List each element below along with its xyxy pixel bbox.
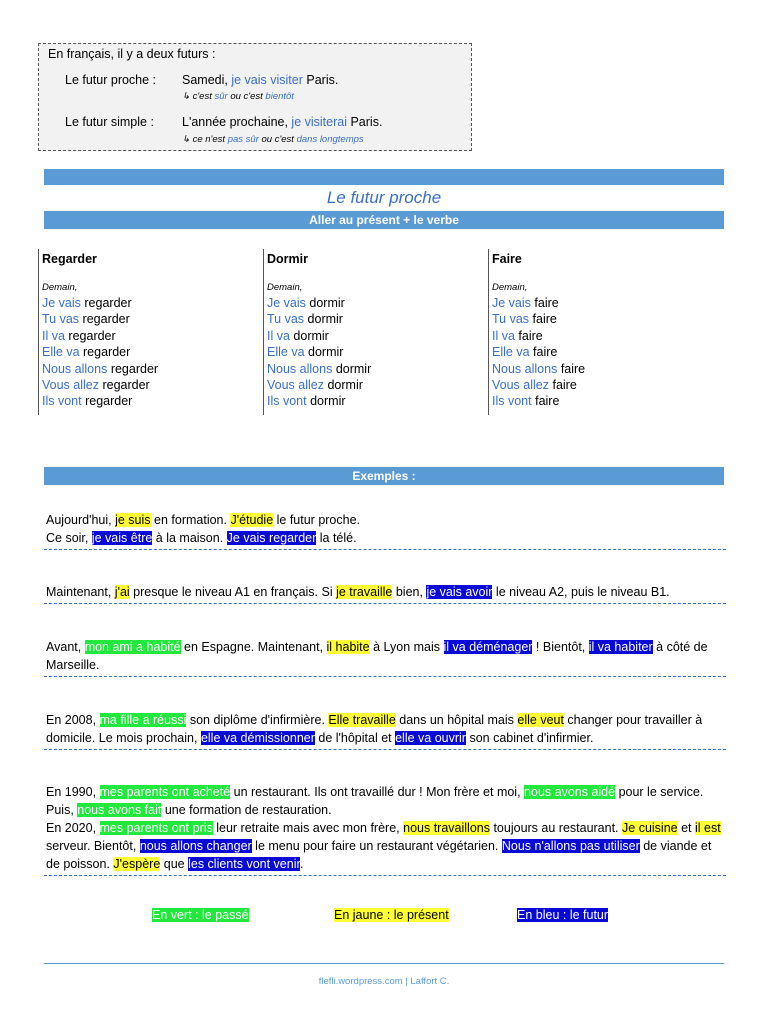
intro-box [38, 43, 472, 151]
conjugation-column-dormir [263, 249, 473, 415]
futur-proche-label: Le futur proche : [65, 73, 157, 87]
verb-heading: Dormir [267, 252, 308, 266]
conjugation-line: Tu vas dormir [267, 312, 343, 327]
conjugation-line: Ils vont faire [492, 394, 560, 409]
futur-proche-example: Samedi, je vais visiter Paris. [182, 73, 339, 87]
conjugation-line: Vous allez regarder [42, 377, 150, 392]
conjugation-line: Vous allez dormir [267, 377, 363, 392]
conjugation-line: Ils vont regarder [42, 394, 133, 409]
title-bar-top [44, 169, 724, 185]
conjugation-line: Nous allons regarder [42, 361, 159, 376]
legend-yellow: En jaune : le présent [334, 908, 449, 922]
conjugation-line: Il va regarder [42, 328, 116, 343]
footer-credit: flefli.wordpress.com | Laffort C. [318, 976, 450, 987]
example-5: En 1990, mes parents ont acheté un restaurant. Ils ont travaillé dur ! Mon frère et moi, nous avons aidé pour le service. Puis, nous avons fait une formation de restauration. En 2020, mes parents ont pris leur retraite mais avec mon frère, nous travaillons toujours au restaurant. Je cuisine et il est serveur. Bientôt, nous allons changer le menu pour faire un restaurant végétarien. Nous n'allons pas utiliser de viande et de poisson. J'espère que les clients vont venir. [44, 783, 726, 876]
conjugation-line: Tu vas regarder [42, 312, 130, 327]
conjugation-line: Il va faire [492, 328, 543, 343]
conjugation-column-faire [488, 249, 698, 415]
demain-label: Demain, [492, 282, 528, 293]
conjugation-line: Vous allez faire [492, 377, 577, 392]
conjugation-line: Je vais faire [492, 296, 559, 310]
demain-label: Demain, [267, 282, 303, 293]
conjugation-line: Je vais regarder [42, 296, 132, 310]
rule-bar: Aller au présent + le verbe [44, 211, 724, 229]
conjugation-line: Elle va regarder [42, 345, 131, 360]
conjugation-column-regarder [38, 249, 248, 415]
legend-blue: En bleu : le futur [517, 908, 609, 922]
intro-heading: En français, il y a deux futurs : [48, 47, 216, 61]
verb-heading: Faire [492, 252, 522, 266]
conjugation-line: Il va dormir [267, 328, 329, 343]
conjugation-line: Elle va faire [492, 345, 558, 360]
example-4: En 2008, ma fille a réussi son diplôme d'infirmière. Elle travaille dans un hôpital mais elle veut changer pour travailler à domicile. Le mois prochain, elle va démissionner de l'hôpital et elle va ouvrir son cabinet d'infirmier. [44, 711, 726, 750]
futur-simple-example: L'année prochaine, je visiterai Paris. [182, 115, 383, 129]
conjugation-line: Elle va dormir [267, 345, 344, 360]
example-3: Avant, mon ami a habité en Espagne. Maintenant, il habite à Lyon mais il va déménager ! Bientôt, il va habiter à côté de Marseille. [44, 638, 726, 677]
example-2: Maintenant, j'ai presque le niveau A1 en français. Si je travaille bien, je vais avoir le niveau A2, puis le niveau B1. [44, 583, 726, 604]
conjugation-line: Je vais dormir [267, 296, 345, 310]
futur-proche-note: ↳ c'est sûr ou c'est bientôt [182, 91, 294, 102]
futur-simple-note: ↳ ce n'est pas sûr ou c'est dans longtemps [182, 134, 364, 145]
conjugation-line: Tu vas faire [492, 312, 557, 327]
example-1: Aujourd'hui, je suis en formation. J'étudie le futur proche. Ce soir, je vais être à la maison. Je vais regarder la télé. [44, 511, 726, 550]
verb-heading: Regarder [42, 252, 97, 266]
footer-divider [44, 963, 724, 964]
conjugation-line: Nous allons faire [492, 361, 586, 376]
conjugation-line: Ils vont dormir [267, 394, 346, 409]
examples-header-bar: Exemples : [44, 467, 724, 485]
demain-label: Demain, [42, 282, 78, 293]
conjugation-line: Nous allons dormir [267, 361, 372, 376]
page-title: Le futur proche [326, 188, 442, 207]
legend-green: En vert : le passé [152, 908, 249, 922]
futur-simple-label: Le futur simple : [65, 115, 154, 129]
